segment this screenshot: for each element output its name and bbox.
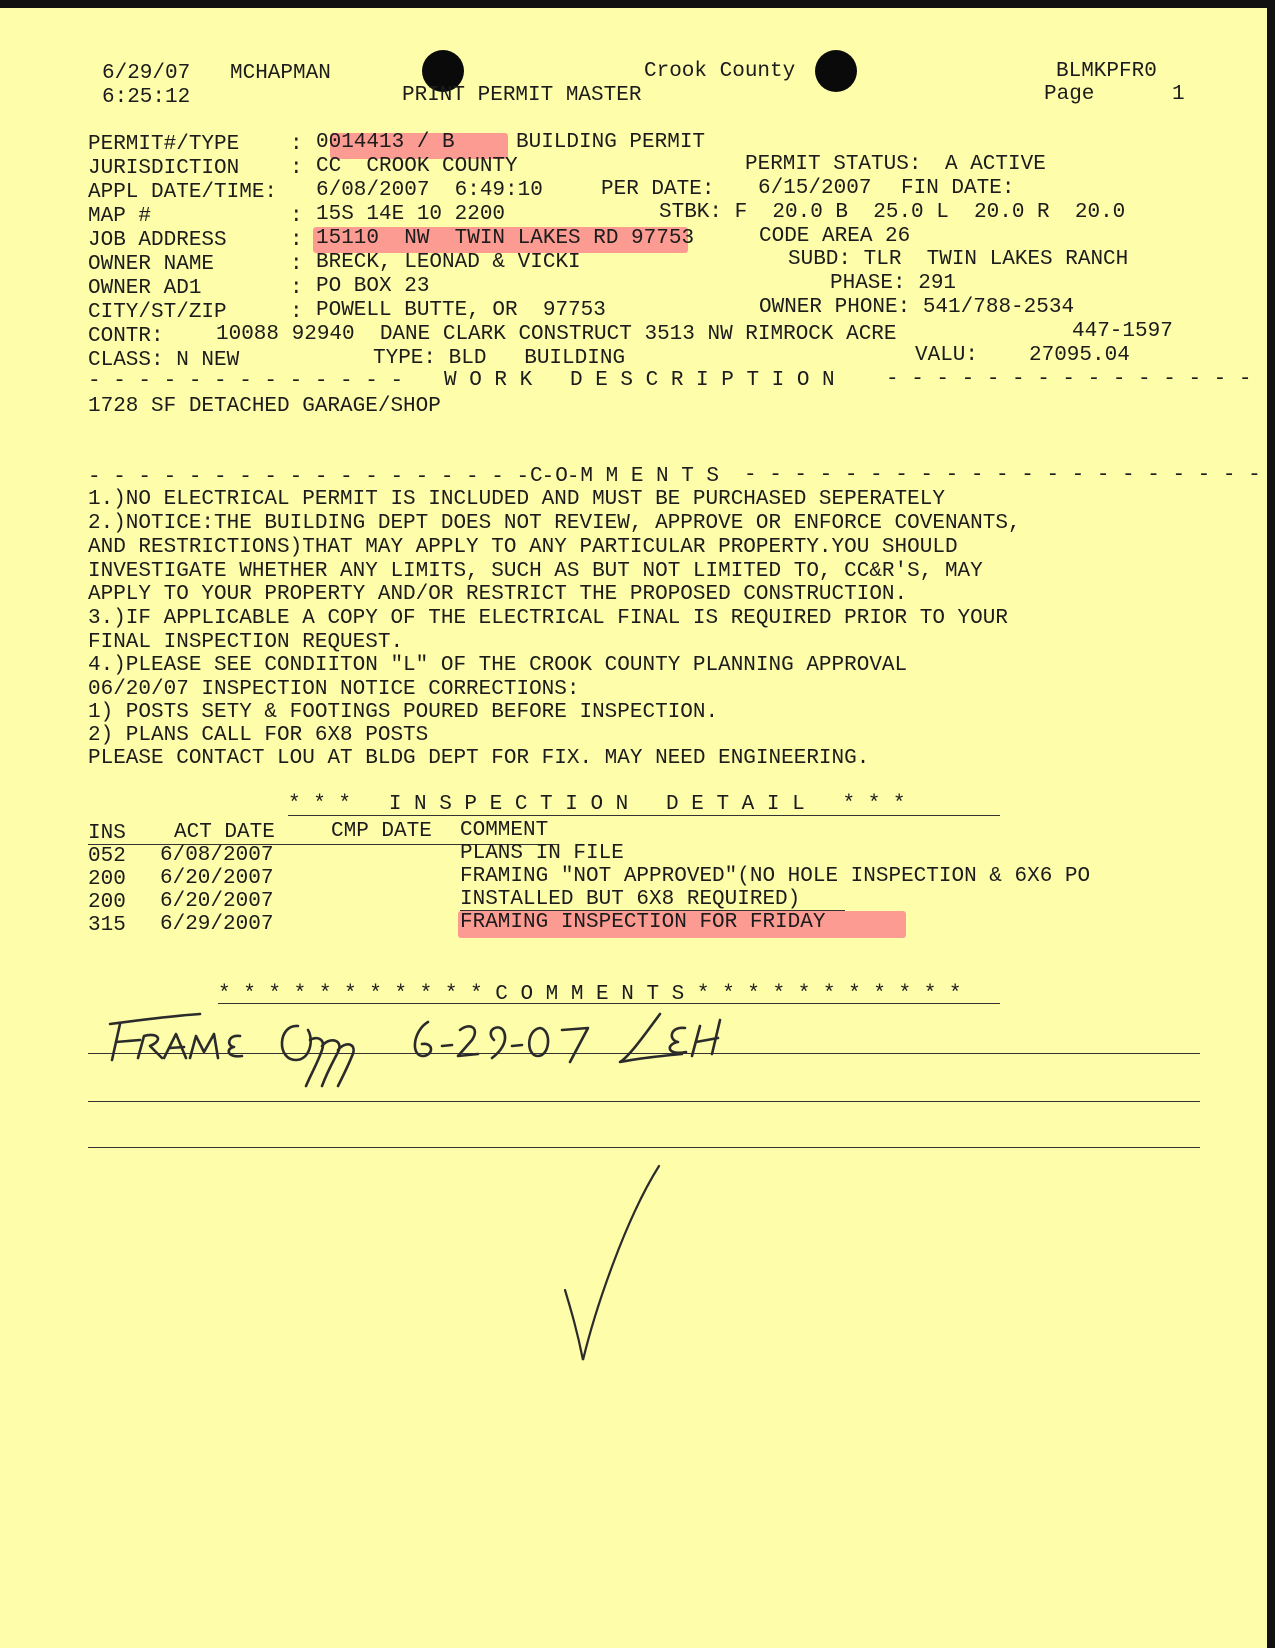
owner-ad1-label: OWNER AD1 bbox=[88, 277, 202, 300]
row-ins: 315 bbox=[88, 914, 126, 937]
per-date-label: PER DATE: bbox=[601, 178, 715, 201]
comment-line: 1.)NO ELECTRICAL PERMIT IS INCLUDED AND MUST BE PURCHASED SEPERATELY bbox=[88, 488, 945, 511]
job-address: 15110 NW TWIN LAKES RD 97753 bbox=[316, 227, 695, 250]
job-address-label: JOB ADDRESS bbox=[88, 229, 227, 252]
inspection-heading: * * * I N S P E C T I O N D E T A I L * * * bbox=[288, 793, 906, 816]
per-date: 6/15/2007 bbox=[758, 177, 872, 200]
row-comment: FRAMING "NOT APPROVED"(NO HOLE INSPECTION & 6X6 PO bbox=[460, 865, 1091, 888]
map-label: MAP # bbox=[88, 205, 152, 228]
col-comment: COMMENT bbox=[460, 819, 549, 842]
comment-line: 3.)IF APPLICABLE A COPY OF THE ELECTRICAL FINAL IS REQUIRED PRIOR TO YOUR bbox=[88, 607, 1008, 630]
scan-edge-top bbox=[0, 0, 1275, 8]
row-comment: FRAMING INSPECTION FOR FRIDAY bbox=[460, 911, 826, 934]
contractor-phone: 447-1597 bbox=[1072, 320, 1173, 343]
row-act-date: 6/20/2007 bbox=[160, 867, 274, 890]
city: POWELL BUTTE, OR 97753 bbox=[316, 299, 606, 322]
report-title: PRINT PERMIT MASTER bbox=[402, 84, 642, 107]
status-label: PERMIT STATUS: bbox=[745, 153, 922, 176]
row-ins: 200 bbox=[88, 868, 126, 891]
write-line bbox=[88, 1147, 1200, 1148]
appl-date: 6/08/2007 6:49:10 bbox=[316, 179, 543, 202]
permit-label: PERMIT#/TYPE bbox=[88, 133, 240, 156]
comments-heading: C O M M E N T S bbox=[530, 465, 720, 488]
row-act-date: 6/20/2007 bbox=[160, 890, 274, 913]
owner-phone: OWNER PHONE: 541/788-2534 bbox=[759, 296, 1075, 319]
subdivision: SUBD: TLR TWIN LAKES RANCH bbox=[788, 248, 1129, 271]
jurisdiction-label: JURISDICTION bbox=[88, 157, 240, 180]
col-ins: INS bbox=[88, 822, 126, 845]
county-name: Crook County bbox=[644, 60, 796, 83]
dashes-right: - - - - - - - - - - - - - - - bbox=[886, 368, 1252, 391]
colon: : bbox=[290, 157, 303, 180]
work-description-heading: W O R K D E S C R I P T I O N bbox=[444, 369, 835, 392]
comment-line: PLEASE CONTACT LOU AT BLDG DEPT FOR FIX. MAY NEED ENGINEERING. bbox=[88, 747, 870, 770]
fin-date-label: FIN DATE: bbox=[901, 177, 1015, 200]
dashes-left: - - - - - - - - - - - - - - - - - - - - bbox=[88, 466, 580, 489]
colon: : bbox=[290, 133, 303, 156]
inspection-heading-rule bbox=[288, 815, 1000, 816]
comment-line: 1) POSTS SETY & FOOTINGS POURED BEFORE INSPECTION. bbox=[88, 701, 719, 724]
owner-ad1: PO BOX 23 bbox=[316, 275, 430, 298]
report-time: 6:25:12 bbox=[102, 86, 191, 109]
phase: PHASE: 291 bbox=[830, 272, 957, 295]
col-act-date: ACT DATE bbox=[174, 821, 275, 844]
row-comment: PLANS IN FILE bbox=[460, 842, 624, 865]
comment-line: 2.)NOTICE:THE BUILDING DEPT DOES NOT REVIEW, APPROVE OR ENFORCE COVENANTS, bbox=[88, 512, 1021, 535]
comment-line: APPLY TO YOUR PROPERTY AND/OR RESTRICT THE PROPOSED CONSTRUCTION. bbox=[88, 583, 908, 606]
dashes-left: - - - - - - - - - - - - - bbox=[88, 370, 404, 393]
work-description-text: 1728 SF DETACHED GARAGE/SHOP bbox=[88, 395, 441, 418]
comment-line: 4.)PLEASE SEE CONDIITON "L" OF THE CROOK COUNTY PLANNING APPROVAL bbox=[88, 654, 908, 677]
page-label: Page bbox=[1044, 83, 1095, 106]
comment-underline bbox=[460, 910, 845, 911]
scan-edge-right bbox=[1267, 0, 1275, 1648]
colon: : bbox=[290, 205, 303, 228]
contractor-label: CONTR: bbox=[88, 325, 164, 348]
punch-hole-right bbox=[815, 50, 857, 92]
row-act-date: 6/29/2007 bbox=[160, 913, 274, 936]
colon: : bbox=[290, 277, 303, 300]
owner-name-label: OWNER NAME bbox=[88, 253, 215, 276]
dashes-right: - - - - - - - - - - - - - - - - - - - - - bbox=[744, 464, 1261, 487]
valu-label: VALU: bbox=[915, 344, 979, 367]
colon: : bbox=[290, 229, 303, 252]
permit-number: 0014413 / B bbox=[316, 131, 455, 154]
contractor: 10088 92940 DANE CLARK CONSTRUCT 3513 NW RIMROCK ACRE bbox=[216, 323, 897, 346]
appl-label: APPL DATE/TIME: bbox=[88, 181, 278, 204]
type: TYPE: BLD BUILDING bbox=[373, 347, 626, 370]
row-act-date: 6/08/2007 bbox=[160, 844, 274, 867]
class: CLASS: N NEW bbox=[88, 349, 240, 372]
row-ins: 052 bbox=[88, 845, 126, 868]
comment-line: 06/20/07 INSPECTION NOTICE CORRECTIONS: bbox=[88, 678, 580, 701]
write-line bbox=[88, 1101, 1200, 1102]
setbacks: STBK: F 20.0 B 25.0 L 20.0 R 20.0 bbox=[659, 201, 1126, 224]
row-comment: INSTALLED BUT 6X8 REQUIRED) bbox=[460, 888, 801, 911]
check-mark bbox=[555, 1160, 675, 1370]
page-number: 1 bbox=[1172, 83, 1185, 106]
status-value: A ACTIVE bbox=[945, 153, 1046, 176]
report-user: MCHAPMAN bbox=[230, 62, 331, 85]
colon: : bbox=[290, 253, 303, 276]
jurisdiction: CC CROOK COUNTY bbox=[316, 155, 518, 178]
city-label: CITY/ST/ZIP bbox=[88, 301, 227, 324]
owner-name: BRECK, LEONAD & VICKI bbox=[316, 251, 581, 274]
comment-line: INVESTIGATE WHETHER ANY LIMITS, SUCH AS BUT NOT LIMITED TO, CC&R'S, MAY bbox=[88, 560, 983, 583]
comment-line: AND RESTRICTIONS)THAT MAY APPLY TO ANY PARTICULAR PROPERTY.YOU SHOULD bbox=[88, 536, 958, 559]
code-area: CODE AREA 26 bbox=[759, 225, 911, 248]
col-cmp-date: CMP DATE bbox=[331, 820, 432, 843]
colon: : bbox=[290, 301, 303, 324]
valu: 27095.04 bbox=[1029, 344, 1130, 367]
program-id: BLMKPFR0 bbox=[1056, 60, 1157, 83]
row-ins: 200 bbox=[88, 891, 126, 914]
report-date: 6/29/07 bbox=[102, 62, 191, 85]
permit-type: BUILDING PERMIT bbox=[516, 131, 706, 154]
handwritten-approval-note bbox=[100, 1000, 760, 1090]
footer-comments-heading: * * * * * * * * * * * C O M M E N T S * * * * * * * * * * * bbox=[218, 983, 962, 1006]
map-number: 15S 14E 10 2200 bbox=[316, 203, 506, 226]
comment-line: 2) PLANS CALL FOR 6X8 POSTS bbox=[88, 724, 429, 747]
comment-line: FINAL INSPECTION REQUEST. bbox=[88, 631, 404, 654]
